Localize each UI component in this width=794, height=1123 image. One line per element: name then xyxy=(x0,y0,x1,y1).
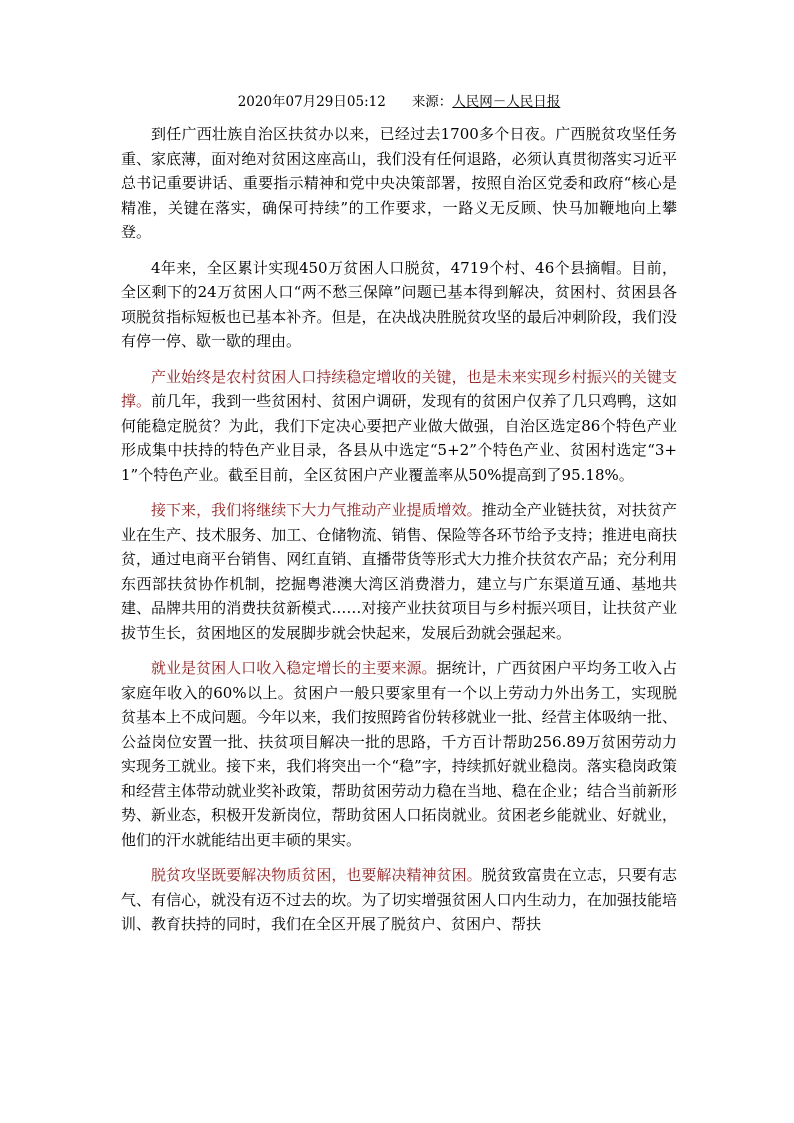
article xyxy=(121,92,677,948)
paragraph-3 xyxy=(121,365,677,488)
paragraph-text: 前几年，我到一些贫困村、贫困户调研，发现有的贫困户仅养了几只鸡鸭，这如何能稳定脱贫？为此，我们下定决心要把产业做大做强，自治区选定86个特色产业形成集中扶持的特色产业目录，各县从中选定“5+2”个特色产业、贫困村选定“3+1”个特色产业。截至目前，全区贫困户产业覆盖率从50%提高到了95.18%。 xyxy=(121,392,677,484)
paragraph-text: 到任广西壮族自治区扶贫办以来，已经过去1700多个日夜。广西脱贫攻坚任务重、家底薄，面对绝对贫困这座高山，我们没有任何退路，必须认真贯彻落实习近平总书记重要讲话、重要指示精神和党中央决策部署，按照自治区党委和政府“核心是精准，关键在落实，确保可持续”的工作要求，一路义无反顾、快马加鞭地向上攀登。 xyxy=(121,125,677,241)
source-label: 来源： xyxy=(411,94,453,110)
paragraph-5 xyxy=(121,656,677,852)
paragraph-text: 据统计，广西贫困户平均务工收入占家庭年收入的60%以上。贫困户一般只要家里有一个以上劳动力外出务工，实现脱贫基本上不成问题。今年以来，我们按照跨省份转移就业一批、经营主体吸纳一批、公益岗位安置一批、扶贫项目解决一批的思路，千方百计帮助256.89万贫困劳动力实现务工就业。接下来，我们将突出一个“稳”字，持续抓好就业稳岗。落实稳岗政策和经营主体带动就业奖补政策，帮助贫困劳动力稳在当地、稳在企业；结合当前新形势、新业态，积极开发新岗位，帮助贫困人口拓岗就业。贫困老乡能就业、好就业，他们的汗水就能结出更丰硕的果实。 xyxy=(121,659,677,849)
paragraph-text: 推动全产业链扶贫，对扶贫产业在生产、技术服务、加工、仓储物流、销售、保险等各环节给予支持；推进电商扶贫，通过电商平台销售、网红直销、直播带货等形式大力推介扶贫农产品；充分利用东西部扶贫协作机制，挖掘粤港澳大湾区消费潜力，建立与广东渠道互通、基地共建、品牌共用的消费扶贫新模式……对接产业扶贫项目与乡村振兴项目，让扶贫产业拔节生长，贫困地区的发展脚步就会快起来，发展后劲就会强起来。 xyxy=(121,501,677,642)
paragraph-4 xyxy=(121,498,677,645)
paragraph-lead: 接下来，我们将继续下大力气推动产业提质增效。 xyxy=(151,501,482,519)
paragraph-text: 脱贫致富贵在立志，只要有志气、有信心，就没有迈不过去的坎。为了切实增强贫困人口内生动力，在加强技能培训、教育扶持的同时，我们在全区开展了脱贫户、贫困户、帮扶 xyxy=(121,866,677,933)
paragraph-lead: 脱贫攻坚既要解决物质贫困，也要解决精神贫困。 xyxy=(151,866,482,884)
source-link[interactable]: 人民网－人民日报 xyxy=(452,94,561,110)
paragraph-lead: 就业是贫困人口收入稳定增长的主要来源。 xyxy=(151,659,437,677)
paragraph-6 xyxy=(121,863,677,937)
paragraph-1 xyxy=(121,122,677,245)
paragraph-lead: 产业始终是农村贫困人口持续稳定增收的关键，也是未来实现乡村振兴的关键支撑。 xyxy=(121,367,677,410)
paragraph-2 xyxy=(121,256,677,354)
paragraph-text: 4年来，全区累计实现450万贫困人口脱贫，4719个村、46个县摘帽。目前，全区剩下的24万贫困人口“两不愁三保障”问题已基本得到解决，贫困村、贫困县各项脱贫指标短板也已基本补齐。但是，在决战决胜脱贫攻坚的最后冲刺阶段，我们没有停一停、歇一歇的理由。 xyxy=(121,258,677,350)
article-meta xyxy=(121,92,677,112)
publish-date: 2020年07月29日05:12 xyxy=(237,94,386,110)
